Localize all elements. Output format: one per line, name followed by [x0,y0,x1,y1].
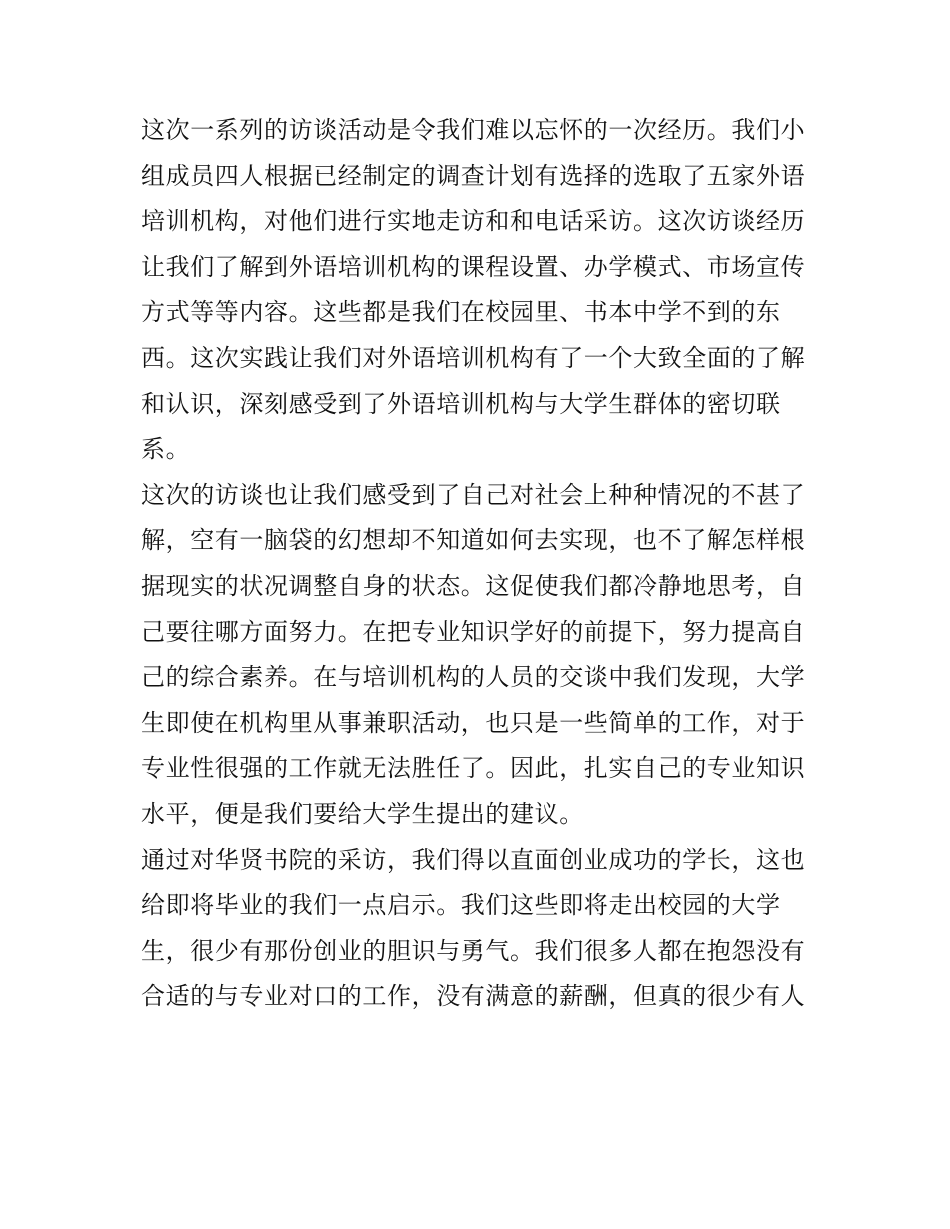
text-line: 生，很少有那份创业的胆识与勇气。我们很多人都在抱怨没有 [141,936,806,965]
text-line: 专业性很强的工作就无法胜任了。因此，扎实自己的专业知识 [141,754,806,783]
text-line: 据现实的状况调整自身的状态。这促使我们都冷静地思考，自 [141,571,806,600]
text-line: 己的综合素养。在与培训机构的人员的交谈中我们发现，大学 [141,663,806,692]
document-body [141,108,821,1020]
text-line: 系。 [141,435,191,464]
text-line: 让我们了解到外语培训机构的课程设置、办学模式、市场宣传 [141,252,806,281]
text-line: 合适的与专业对口的工作，没有满意的薪酬，但真的很少有人 [141,982,806,1011]
text-line: 这次的访谈也让我们感受到了自己对社会上种种情况的不甚了 [141,480,806,509]
text-line: 这次一系列的访谈活动是令我们难以忘怀的一次经历。我们小 [141,116,806,144]
text-line: 解，空有一脑袋的幻想却不知道如何去实现，也不了解怎样根 [141,526,806,555]
text-line: 己要往哪方面努力。在把专业知识学好的前提下，努力提高自 [141,617,806,646]
text-line: 西。这次实践让我们对外语培训机构有了一个大致全面的了解 [141,343,806,372]
text-line: 给即将毕业的我们一点启示。我们这些即将走出校园的大学 [141,891,781,920]
text-line: 和认识，深刻感受到了外语培训机构与大学生群体的密切联 [141,389,781,418]
text-line: 培训机构，对他们进行实地走访和和电话采访。这次访谈经历 [141,207,806,236]
text-line: 组成员四人根据已经制定的调查计划有选择的选取了五家外语 [141,161,806,190]
text-line: 水平，便是我们要给大学生提出的建议。 [141,799,584,828]
text-line: 方式等等内容。这些都是我们在校园里、书本中学不到的东 [141,298,781,327]
text-line: 通过对华贤书院的采访，我们得以直面创业成功的学长，这也 [141,845,806,874]
text-line: 生即使在机构里从事兼职活动，也只是一些简单的工作，对于 [141,708,806,737]
